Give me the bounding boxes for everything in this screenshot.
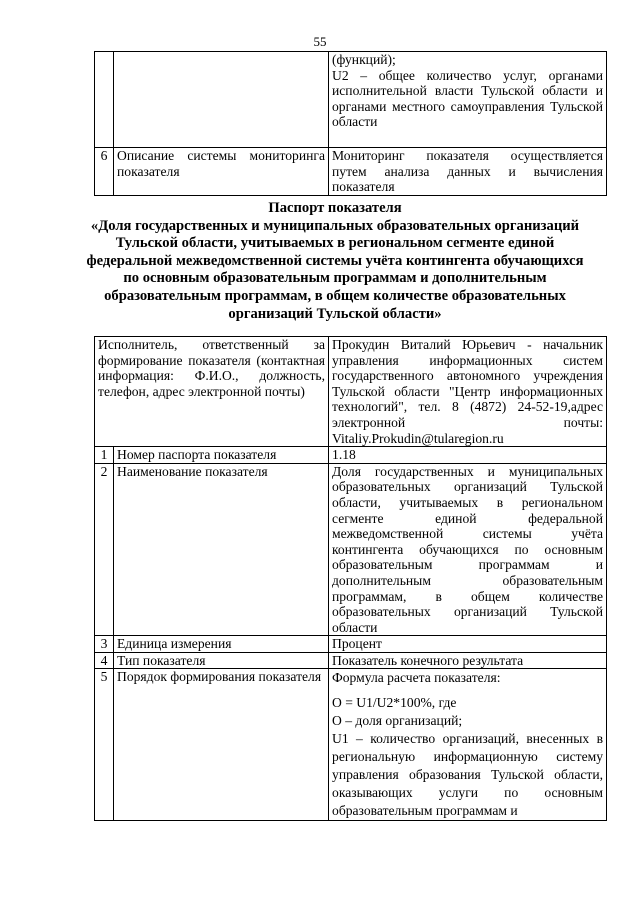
row-value: 1.18 <box>329 447 607 464</box>
page-number: 55 <box>313 34 327 49</box>
formula: O = U1/U2*100%, где <box>332 695 457 711</box>
row-value: (функций); U2 – общее количество услуг, органами исполнительной власти Тульской области и органами местного самоуправления Тульской области <box>329 52 607 148</box>
row-label: Порядок формирования показателя <box>114 669 329 821</box>
row-label: Тип показателя <box>114 652 329 669</box>
table-row <box>95 148 607 196</box>
row-value: Показатель конечного результата <box>329 652 607 669</box>
row-number: 4 <box>95 652 114 669</box>
formula-title: Формула расчета показателя: <box>332 670 501 686</box>
passport-title: Паспорт показателя <box>268 200 402 216</box>
o-definition: O – доля организаций; <box>332 713 463 729</box>
responsible-label: Исполнитель, ответственный за формирование показателя (контактная информация: Ф.И.О., должность, телефон, адрес электронной почты) <box>95 337 329 447</box>
table-row <box>95 669 607 821</box>
row-label: Номер паспорта показателя <box>114 447 329 464</box>
row-number <box>95 52 114 148</box>
row-label: Описание системы мониторинга показателя <box>114 148 329 196</box>
u1-definition: U1 – количество организаций, внесенных в региональную информационную систему управления образования Тульской области, оказывающих услуги по основным образовательным программам и <box>332 731 604 819</box>
row-number: 1 <box>95 447 114 464</box>
table-row <box>95 52 607 148</box>
passport-table <box>94 336 607 821</box>
top-table <box>94 51 607 196</box>
passport-heading <box>80 200 590 323</box>
row-value: Доля государственных и муниципальных образовательных организаций Тульской области, учитываемых в региональном сегменте единой федеральной межведомственной системы учёта контингента обучающихся по основным образовательным программам и дополнительным образовательным программам, в общем количестве образовательных организаций Тульской области <box>329 463 607 636</box>
table-row <box>95 652 607 669</box>
indicator-name: «Доля государственных и муниципальных образовательных организаций Тульской области, учитываемых в региональном сегменте единой федеральной межведомственной системы учёта контингента обучающихся по основным образовательным программам и дополнительным образовательным программам, в общем количестве образовательных организаций Тульской области» <box>86 217 584 322</box>
row-number: 3 <box>95 636 114 653</box>
row-label <box>114 52 329 148</box>
row-number: 2 <box>95 463 114 636</box>
table-row <box>95 337 607 447</box>
formula-cell <box>329 669 607 821</box>
row-value: Мониторинг показателя осуществляется путем анализа данных и вычисления показателя <box>329 148 607 196</box>
table-row <box>95 636 607 653</box>
table-row <box>95 463 607 636</box>
table-row <box>95 447 607 464</box>
responsible-value: Прокудин Виталий Юрьевич - начальник управления информационных систем государственного автономного учреждения Тульской области "Центр информационных технологий", тел. 8 (4872) 24-52-19,адрес электронной почты: Vitaliy.Prokudin@tularegion.ru <box>329 337 607 447</box>
row-label: Единица измерения <box>114 636 329 653</box>
row-label: Наименование показателя <box>114 463 329 636</box>
row-value: Процент <box>329 636 607 653</box>
row-number: 6 <box>95 148 114 196</box>
row-number: 5 <box>95 669 114 821</box>
